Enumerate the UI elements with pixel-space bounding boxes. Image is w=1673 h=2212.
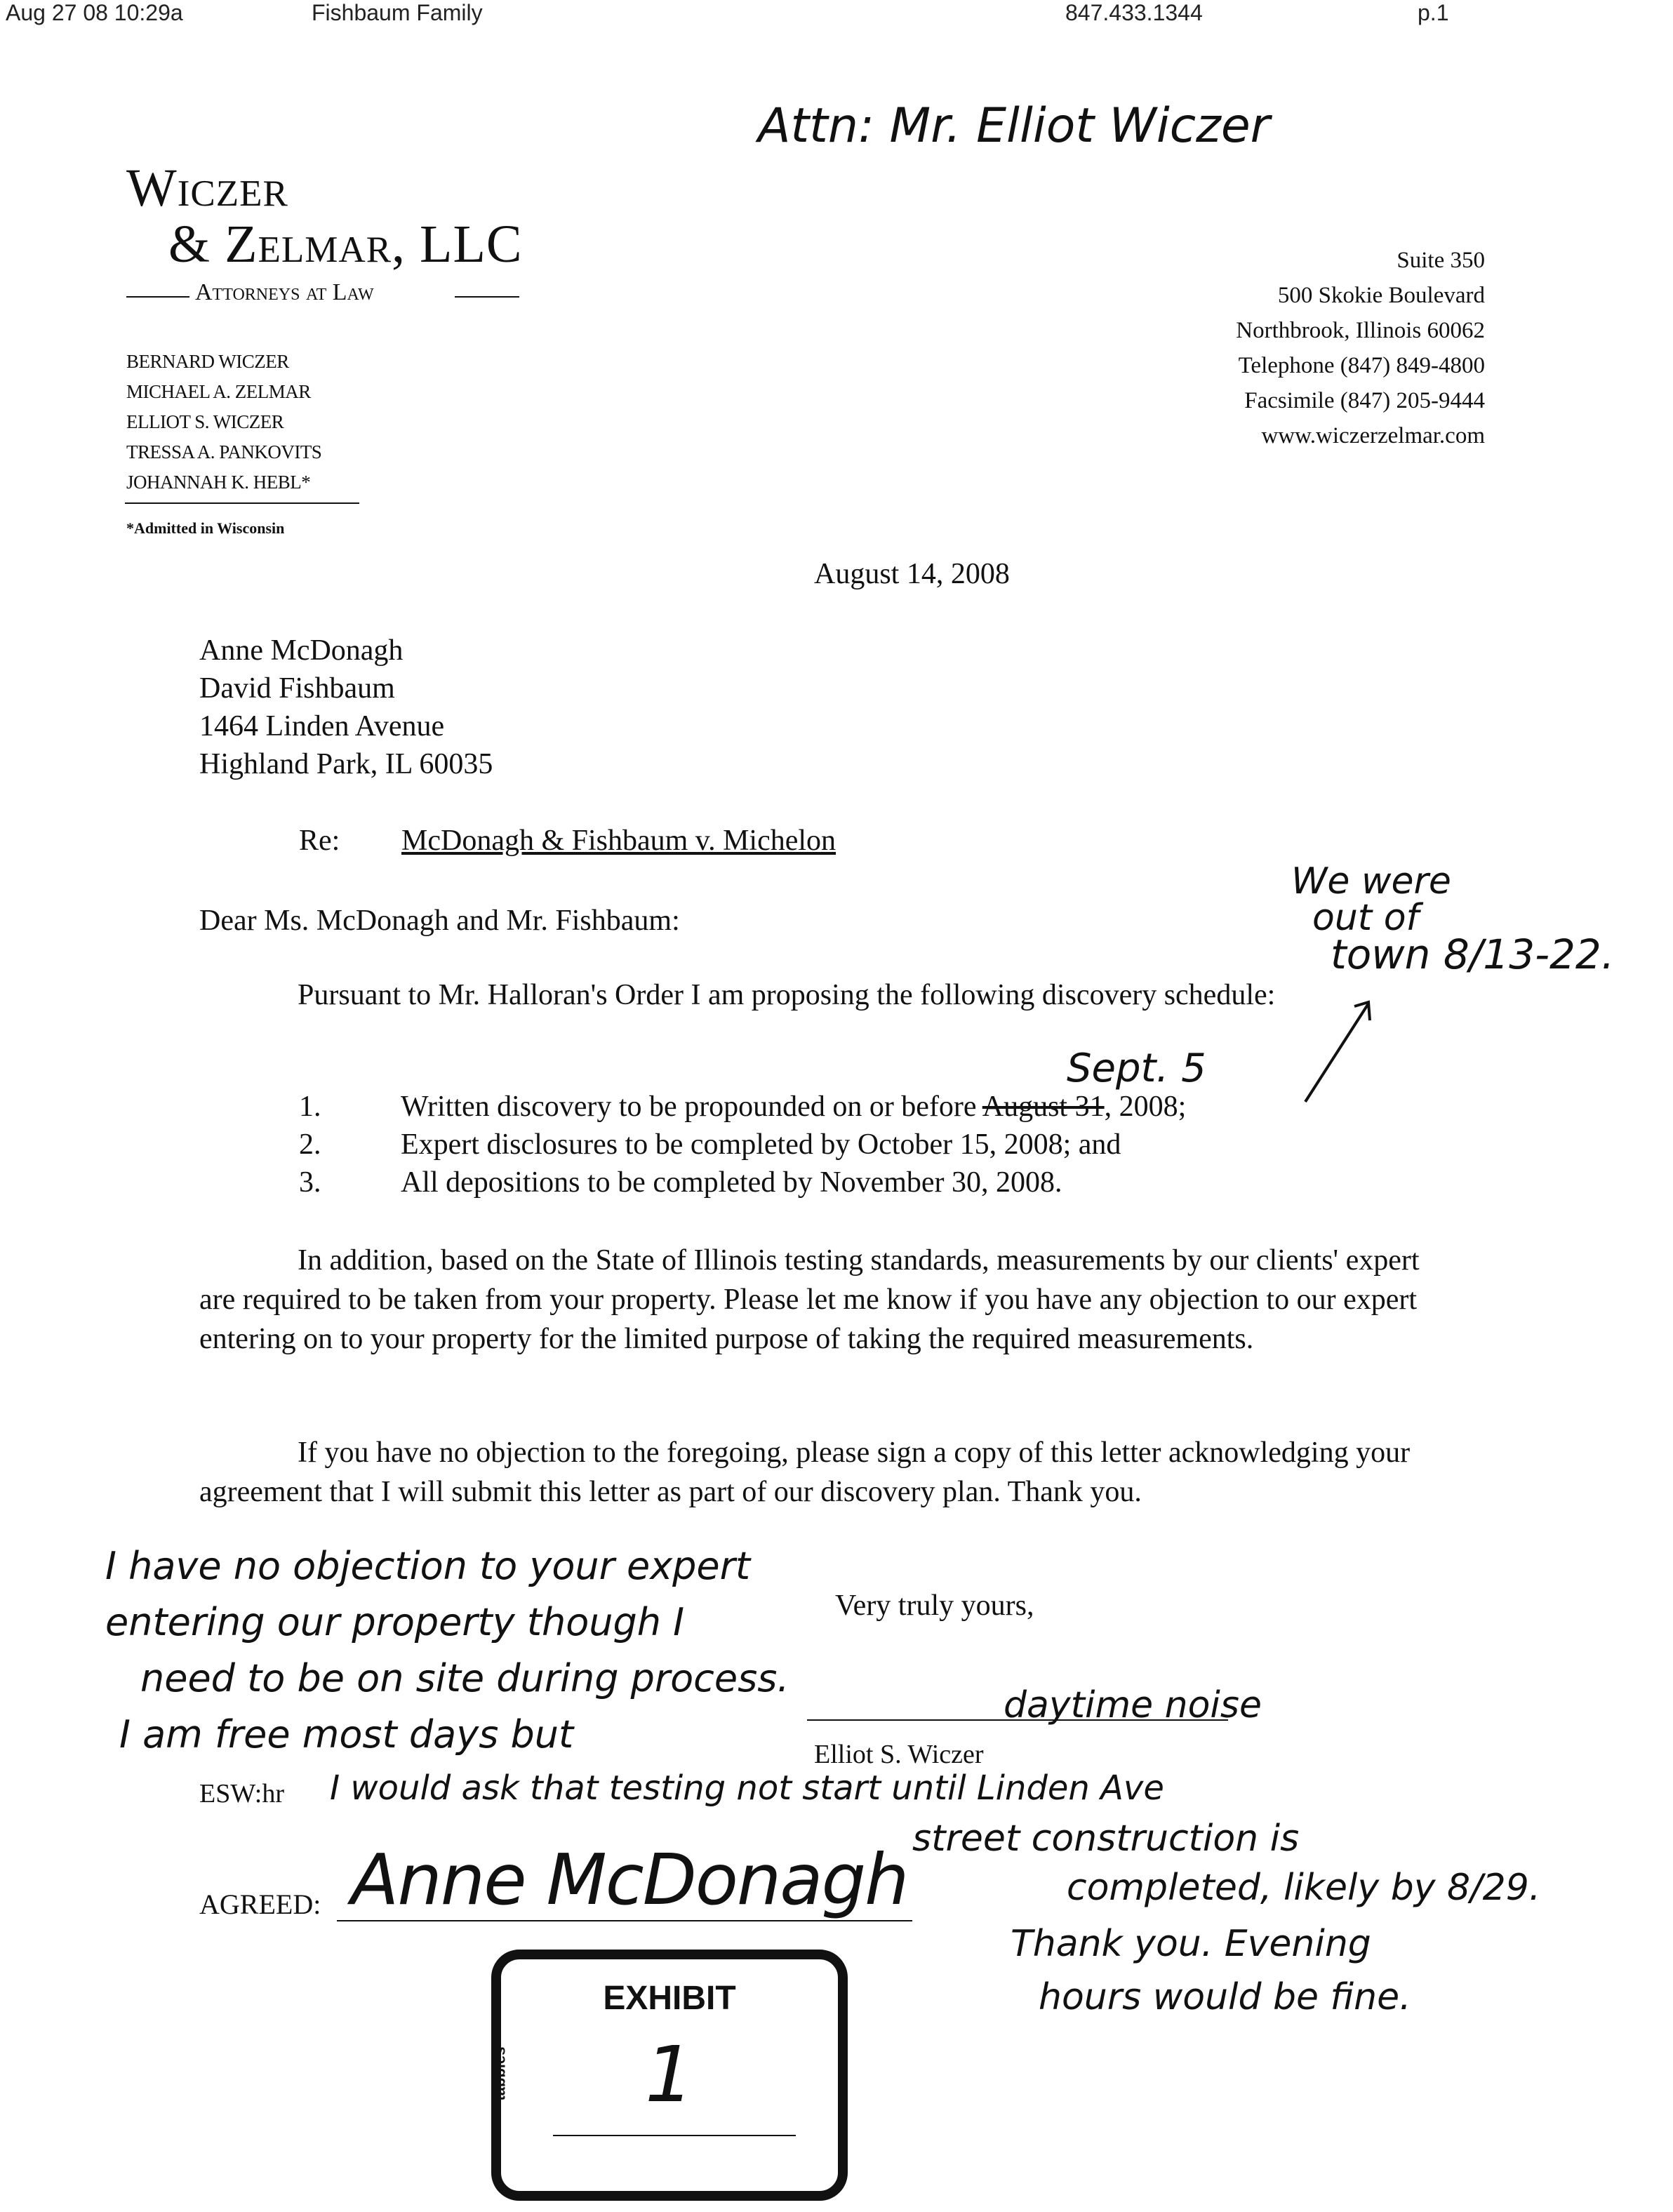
attn-note: Attn: Mr. Elliot Wiczer: [758, 98, 1270, 154]
address-website: www.wiczerzelmar.com: [1261, 423, 1485, 448]
address-telephone: Telephone (847) 849-4800: [1238, 353, 1485, 378]
response-line: I would ask that testing not start until Linden Ave: [330, 1768, 1164, 1808]
item-text: Expert disclosures to be completed by October 15, 2008; and: [401, 1128, 1121, 1161]
re-subject: McDonagh & Fishbaum v. Michelon: [401, 825, 836, 857]
address-facsimile: Facsimile (847) 205-9444: [1244, 388, 1485, 413]
exhibit-sticker: [491, 1950, 848, 2201]
recipient-line: Anne McDonagh: [199, 634, 404, 667]
exhibit-number: 1: [645, 2030, 694, 2119]
struck-date: August 31: [982, 1091, 1105, 1123]
response-line: need to be on site during process.: [140, 1656, 789, 1700]
exhibit-label: EXHIBIT: [603, 1980, 736, 2017]
fax-page: p.1: [1418, 0, 1449, 25]
signer-name: Elliot S. Wiczer: [814, 1740, 984, 1769]
address-suite: Suite 350: [1397, 248, 1485, 273]
tagline-rule-right: [455, 296, 519, 298]
admission-footnote: *Admitted in Wisconsin: [126, 519, 285, 537]
response-line: entering our property though I: [105, 1600, 685, 1644]
agreed-label: AGREED:: [199, 1888, 321, 1920]
item-number: 1.: [299, 1091, 321, 1123]
schedule-item: [299, 1088, 1352, 1126]
attorney-rule: [125, 502, 359, 504]
attorney-name: TRESSA A. PANKOVITS: [126, 441, 322, 462]
handwritten-signature: Anne McDonagh: [351, 1839, 908, 1921]
fax-sender: Fishbaum Family: [312, 0, 483, 25]
out-of-town-note: [1291, 860, 1615, 978]
firm-name-line1: Wiczer: [126, 159, 288, 218]
item-text-after: , 2008;: [1104, 1091, 1187, 1123]
item-number: 3.: [299, 1166, 321, 1199]
typist-initials: ESW:hr: [199, 1779, 285, 1808]
note-line: out of: [1312, 897, 1419, 939]
recipient-line: Highland Park, IL 60035: [199, 748, 493, 780]
firm-name-line2: & Zelmar, LLC: [168, 215, 523, 274]
item-text: [401, 1088, 1186, 1126]
letter-date: August 14, 2008: [814, 558, 1010, 590]
measurement-paragraph: In addition, based on the State of Illinois testing standards, measurements by our clients' expert are required to be taken from your property. Please let me know if you have any objection to our expert entering on to your property for the limited purpose of taking the required measurements.: [199, 1244, 1420, 1355]
discovery-schedule: [299, 1088, 1352, 1201]
response-line: I am free most days but: [119, 1712, 574, 1757]
note-line: town 8/13-22.: [1331, 931, 1615, 978]
re-label: Re:: [299, 825, 340, 857]
attorney-list: [126, 347, 321, 498]
firm-address: [1064, 243, 1485, 453]
sept-5-note: Sept. 5: [1067, 1046, 1206, 1091]
intro-paragraph: Pursuant to Mr. Halloran's Order I am proposing the following discovery schedule:: [298, 979, 1276, 1011]
item-text-before: Written discovery to be propounded on or before: [401, 1091, 982, 1123]
address-street: 500 Skokie Boulevard: [1277, 283, 1485, 308]
fax-phone: 847.433.1344: [1065, 0, 1203, 25]
response-line: Thank you. Evening: [1011, 1923, 1371, 1965]
fax-datetime: Aug 27 08 10:29a: [6, 0, 183, 25]
attorney-name: MICHAEL A. ZELMAR: [126, 381, 311, 402]
attorney-name: BERNARD WICZER: [126, 351, 289, 372]
agreement-paragraph: If you have no objection to the foregoing, please sign a copy of this letter acknowledging your agreement that I will submit this letter as part of our discovery plan. Thank you.: [199, 1437, 1411, 1508]
closing: Very truly yours,: [835, 1590, 1034, 1622]
attorney-name: JOHANNAH K. HEBL*: [126, 472, 311, 493]
recipient-line: 1464 Linden Avenue: [199, 710, 445, 742]
address-city: Northbrook, Illinois 60062: [1236, 318, 1485, 343]
response-line: daytime noise: [1004, 1684, 1262, 1726]
item-text: All depositions to be completed by November 30, 2008.: [401, 1166, 1062, 1199]
salutation: Dear Ms. McDonagh and Mr. Fishbaum:: [199, 905, 680, 937]
firm-tagline: Attorneys at Law: [195, 279, 374, 305]
tagline-rule-left: [126, 296, 189, 298]
schedule-item: [299, 1164, 1352, 1201]
note-line: We were: [1291, 860, 1451, 902]
response-line: hours would be fine.: [1039, 1976, 1411, 2018]
response-line: I have no objection to your expert: [105, 1544, 751, 1588]
exhibit-line: [553, 2135, 796, 2136]
schedule-item: [299, 1126, 1352, 1164]
exhibit-brand: tabbies: [491, 2046, 509, 2101]
response-line: completed, likely by 8/29.: [1067, 1867, 1541, 1909]
recipient-line: David Fishbaum: [199, 672, 395, 705]
item-number: 2.: [299, 1128, 321, 1161]
attorney-name: ELLIOT S. WICZER: [126, 411, 284, 432]
recipient-block: [199, 632, 493, 783]
response-line: street construction is: [912, 1818, 1300, 1860]
